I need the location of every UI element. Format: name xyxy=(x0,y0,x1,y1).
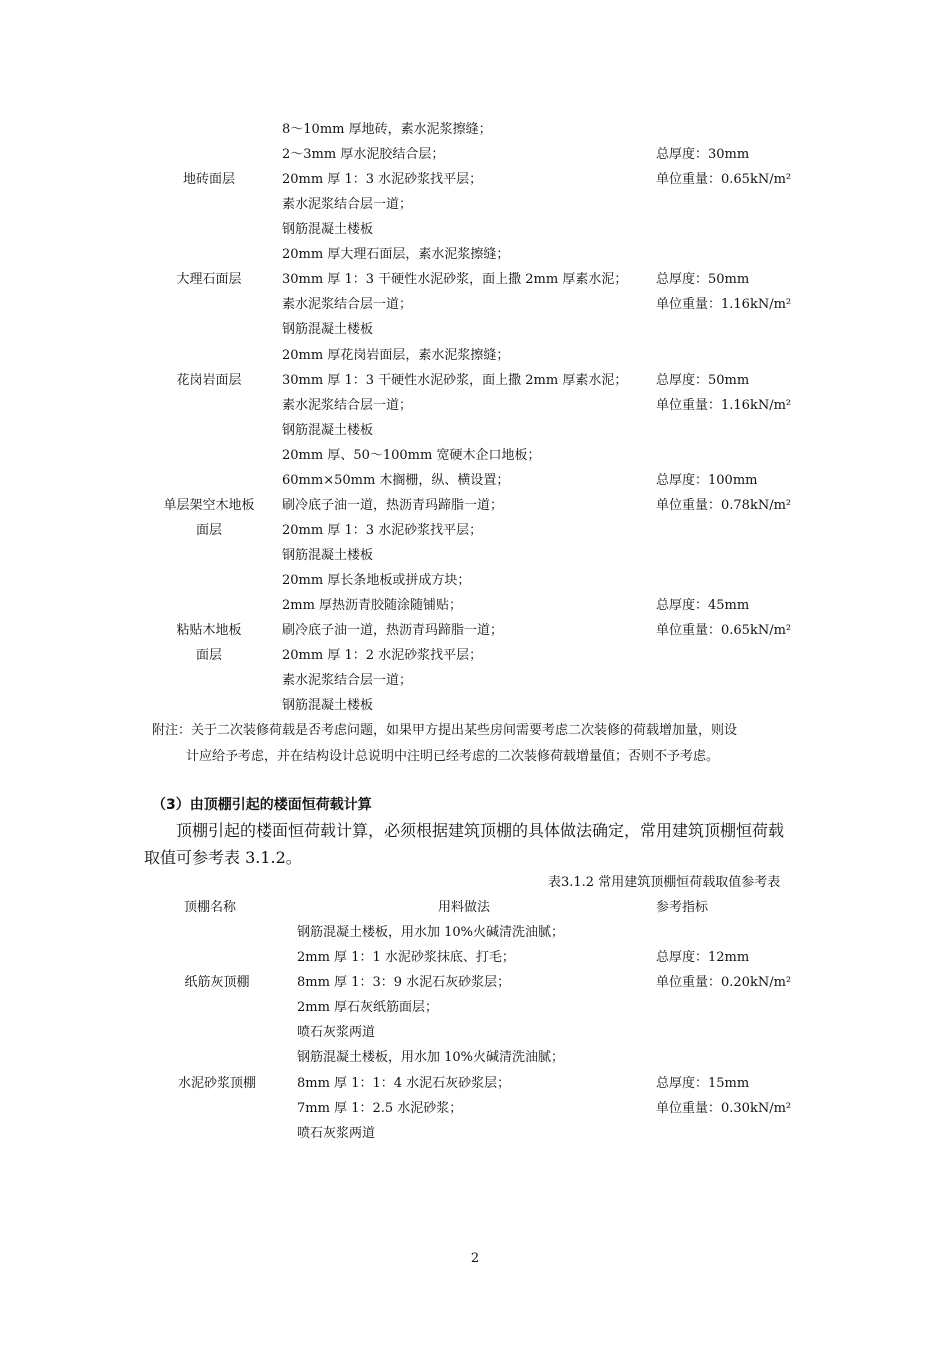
table1-material-line: 20mm 厚 1：3 水泥砂浆找平层； xyxy=(282,172,483,187)
table1-thickness: 总厚度：50mm xyxy=(656,272,750,287)
table2-material-line: 7mm 厚 1：2.5 水泥砂浆； xyxy=(297,1101,463,1116)
table1-material-line: 刷冷底子油一道，热沥青玛蹄脂一道； xyxy=(282,498,504,513)
table1-material-line: 60mm×50mm 木搁栅，纵、横设置； xyxy=(282,473,510,488)
table2-material-line: 喷石灰浆两道 xyxy=(297,1126,376,1141)
table1-row-name: 地砖面层 xyxy=(182,172,235,187)
table1-material-line: 2～3mm 厚水泥胶结合层； xyxy=(282,147,445,162)
section-paragraph: 顶棚引起的楼面恒荷载计算，必须根据建筑顶棚的具体做法确定，常用建筑顶棚恒荷载 xyxy=(176,821,785,840)
table2-material-line: 8mm 厚 1：1：4 水泥石灰砂浆层； xyxy=(297,1076,511,1091)
table2-material-line: 喷石灰浆两道 xyxy=(297,1025,376,1040)
table1-material-line: 20mm 厚 1：2 水泥砂浆找平层； xyxy=(282,648,483,663)
table1-material-line: 钢筋混凝土楼板 xyxy=(282,698,374,713)
table1-material-line: 钢筋混凝土楼板 xyxy=(282,222,374,237)
table1-material-line: 钢筋混凝土楼板 xyxy=(282,548,374,563)
table1-row-name: 单层架空木地板 xyxy=(163,498,255,513)
table1-material-line: 30mm 厚 1：3 干硬性水泥砂浆，面上撒 2mm 厚素水泥； xyxy=(282,272,628,287)
table2-header-materials: 用料做法 xyxy=(438,900,491,915)
table1-material-line: 素水泥浆结合层一道； xyxy=(282,297,413,312)
table1-row-name: 面层 xyxy=(195,648,222,663)
table2-material-line: 2mm 厚石灰纸筋面层； xyxy=(297,1000,439,1015)
table2-header-reference: 参考指标 xyxy=(656,900,709,915)
table1-weight: 单位重量：0.65kN/m² xyxy=(656,172,792,187)
table2-row-name: 水泥砂浆顶棚 xyxy=(177,1076,256,1091)
table2-thickness: 总厚度：12mm xyxy=(656,950,750,965)
table1-thickness: 总厚度：50mm xyxy=(656,373,750,388)
page-number: 2 xyxy=(470,1251,480,1266)
table2-material-line: 8mm 厚 1：3：9 水泥石灰砂浆层； xyxy=(297,975,511,990)
table1-material-line: 2mm 厚热沥青胶随涂随铺贴； xyxy=(282,598,463,613)
table2-weight: 单位重量：0.20kN/m² xyxy=(656,975,792,990)
table1-thickness: 总厚度：30mm xyxy=(656,147,750,162)
table1-material-line: 素水泥浆结合层一道； xyxy=(282,673,413,688)
table2-header-name: 顶棚名称 xyxy=(183,900,236,915)
table1-weight: 单位重量：0.65kN/m² xyxy=(656,623,792,638)
table2-thickness: 总厚度：15mm xyxy=(656,1076,750,1091)
table1-row-name: 粘贴木地板 xyxy=(176,623,242,638)
table2-material-line: 钢筋混凝土楼板，用水加 10%火碱清洗油腻； xyxy=(297,925,565,940)
table1-material-line: 20mm 厚大理石面层，素水泥浆擦缝； xyxy=(282,247,510,262)
table1-weight: 单位重量：0.78kN/m² xyxy=(656,498,792,513)
table2-weight: 单位重量：0.30kN/m² xyxy=(656,1101,792,1116)
table1-note: 计应给予考虑，并在结构设计总说明中注明已经考虑的二次装修荷载增量值；否则不予考虑。 xyxy=(186,749,720,764)
table1-material-line: 素水泥浆结合层一道； xyxy=(282,398,413,413)
table2-material-line: 钢筋混凝土楼板，用水加 10%火碱清洗油腻； xyxy=(297,1050,565,1065)
table1-material-line: 20mm 厚 1：3 水泥砂浆找平层； xyxy=(282,523,483,538)
table1-weight: 单位重量：1.16kN/m² xyxy=(656,297,792,312)
table1-material-line: 20mm 厚花岗岩面层，素水泥浆擦缝； xyxy=(282,348,510,363)
section-paragraph: 取值可参考表 3.1.2。 xyxy=(144,848,302,867)
table2-material-line: 2mm 厚 1：1 水泥砂浆抹底、打毛； xyxy=(297,950,515,965)
table1-material-line: 刷冷底子油一道，热沥青玛蹄脂一道； xyxy=(282,623,504,638)
table2-caption: 表3.1.2 常用建筑顶棚恒荷载取值参考表 xyxy=(548,875,781,890)
table1-material-line: 钢筋混凝土楼板 xyxy=(282,322,374,337)
table2-row-name: 纸筋灰顶棚 xyxy=(184,975,250,990)
table1-weight: 单位重量：1.16kN/m² xyxy=(656,398,792,413)
table1-material-line: 30mm 厚 1：3 干硬性水泥砂浆，面上撒 2mm 厚素水泥； xyxy=(282,373,628,388)
table1-material-line: 8～10mm 厚地砖，素水泥浆擦缝； xyxy=(282,122,492,137)
table1-note: 附注：关于二次装修荷载是否考虑问题，如果甲方提出某些房间需要考虑二次装修的荷载增加量，则设 xyxy=(152,723,738,738)
table1-row-name: 大理石面层 xyxy=(176,272,242,287)
table1-material-line: 钢筋混凝土楼板 xyxy=(282,423,374,438)
table1-thickness: 总厚度：45mm xyxy=(656,598,750,613)
section-heading: （3）由顶棚引起的楼面恒荷载计算 xyxy=(152,797,372,813)
table1-row-name: 花岗岩面层 xyxy=(176,373,242,388)
table1-material-line: 素水泥浆结合层一道； xyxy=(282,197,413,212)
table1-row-name: 面层 xyxy=(195,523,222,538)
table1-material-line: 20mm 厚、50～100mm 宽硬木企口地板； xyxy=(282,448,541,463)
table1-material-line: 20mm 厚长条地板或拼成方块； xyxy=(282,573,471,588)
table1-thickness: 总厚度：100mm xyxy=(656,473,758,488)
